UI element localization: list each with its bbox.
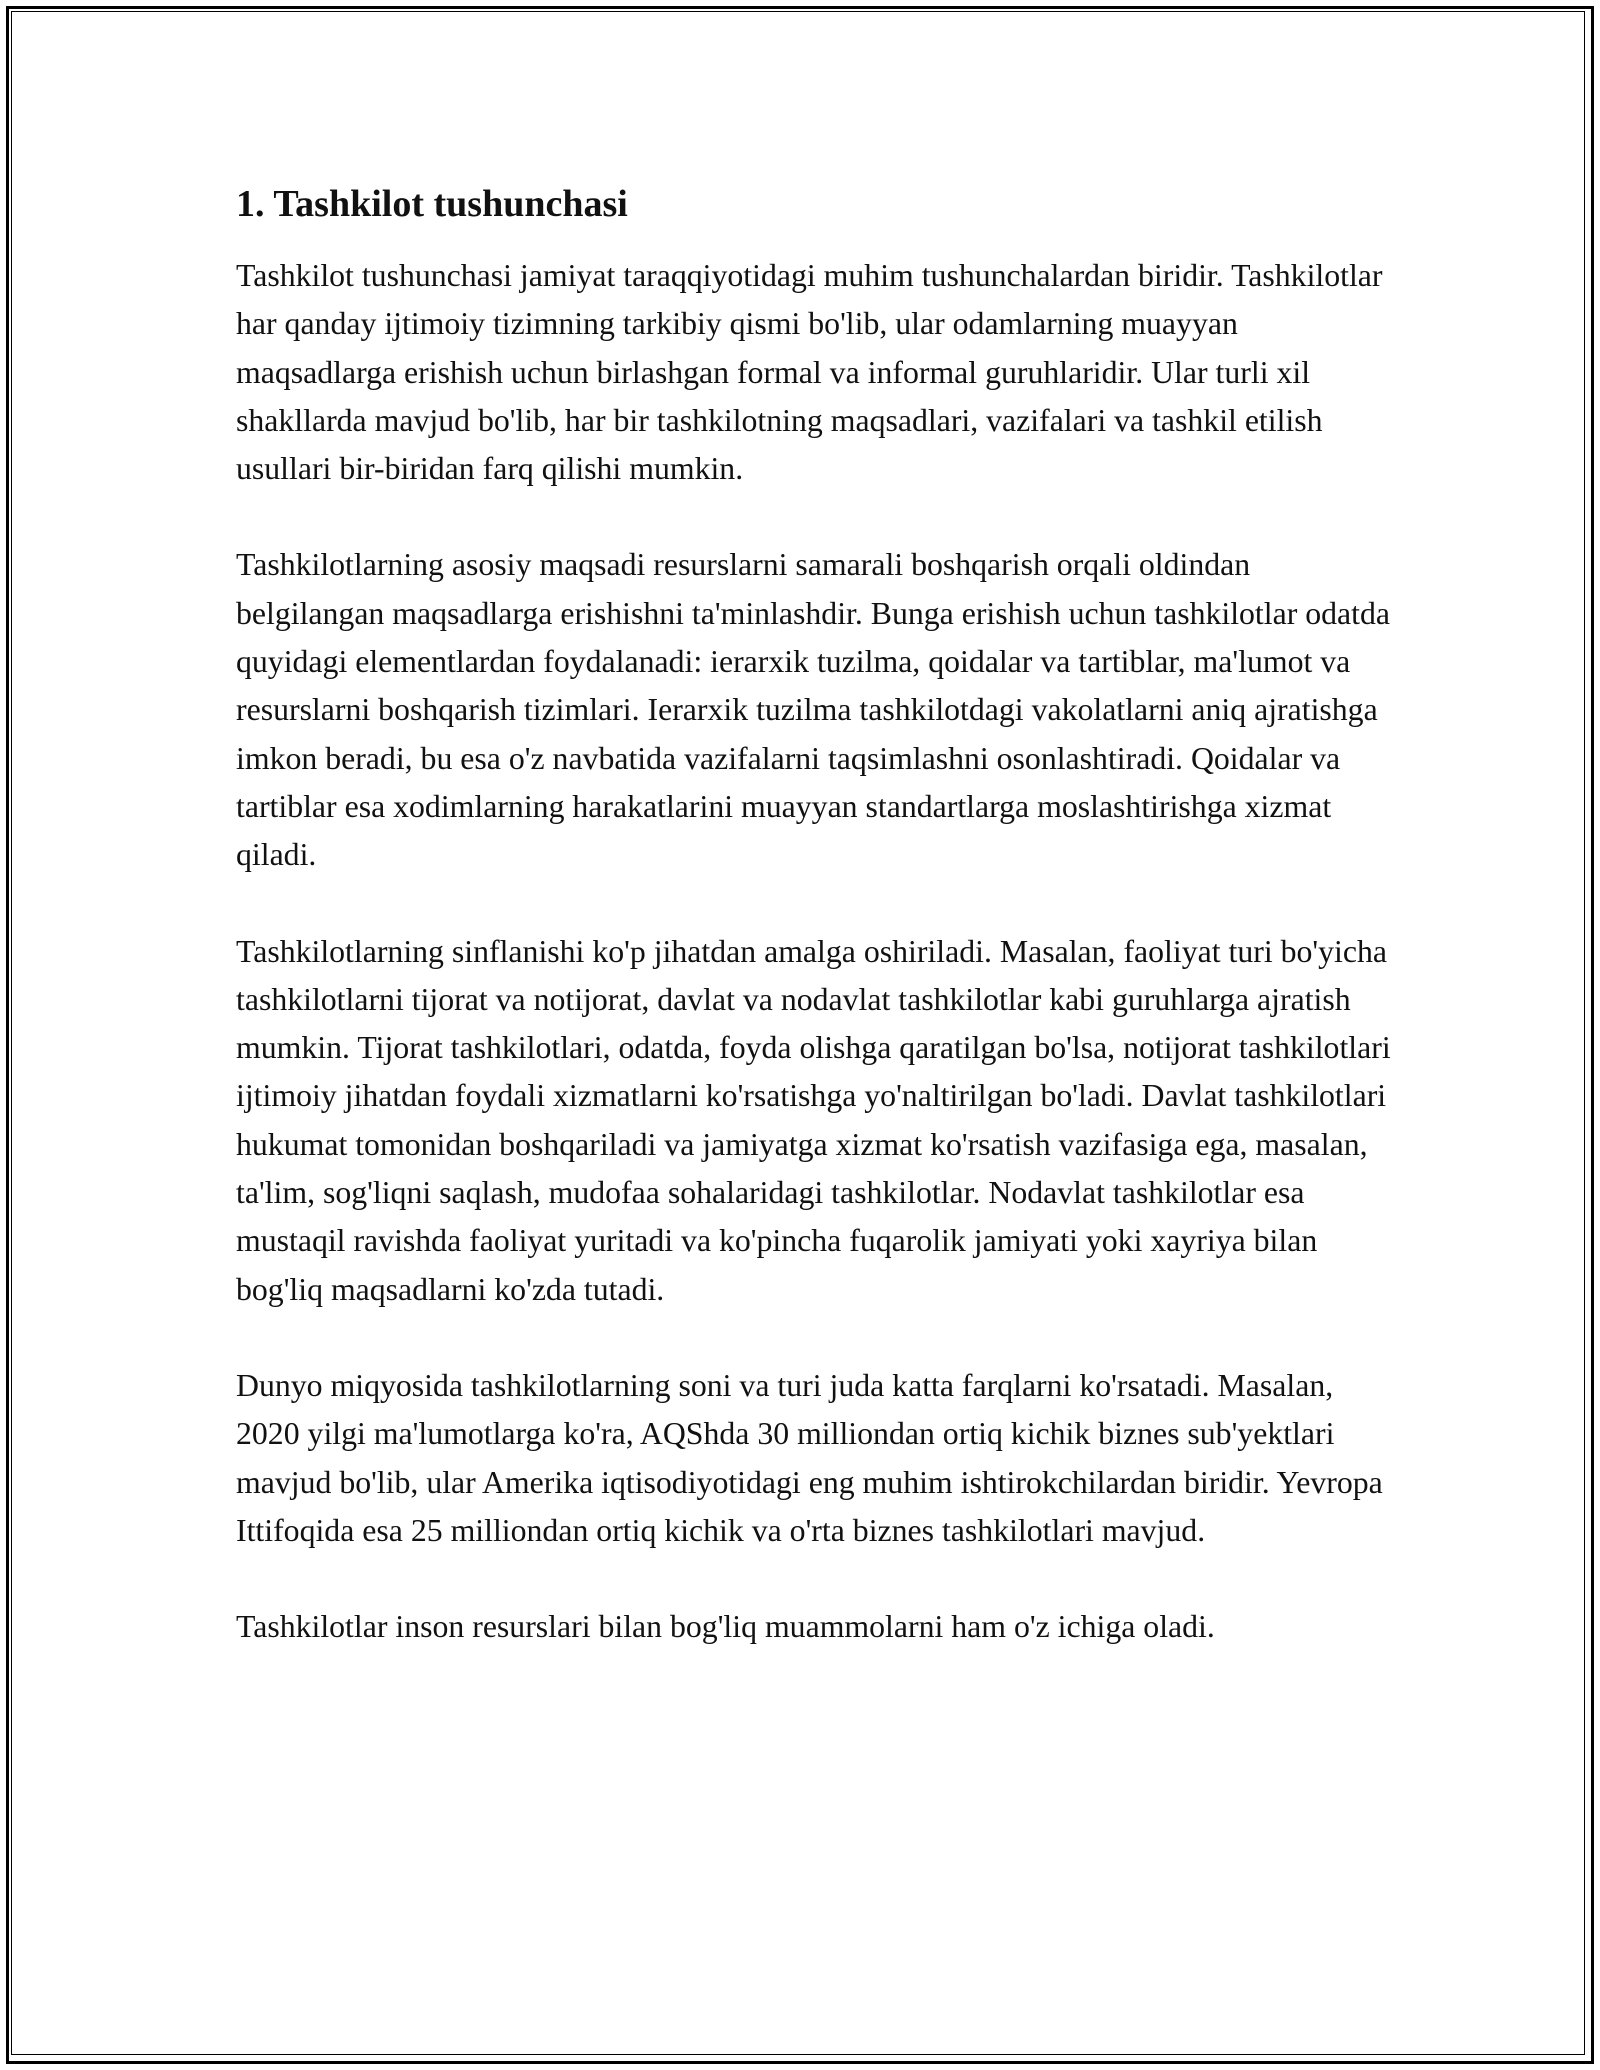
document-body	[236, 180, 1396, 1699]
paragraph-4: Dunyo miqyosida tashkilotlarning soni va turi juda katta farqlarni ko'rsatadi. Masalan, 2020 yilgi ma'lumotlarga ko'ra, AQShda 30 milliondan ortiq kichik biznes sub'yektlari mavjud bo'lib, ular Amerika iqtisodiyotidagi eng muhim ishtirokchilardan biridir. Yevropa Ittifoqida esa 25 milliondan ortiq kichik va o'rta biznes tashkilotlari mavjud.	[236, 1367, 1383, 1548]
paragraph-5: Tashkilotlar inson resurslari bilan bog'liq muammolarni ham o'z ichiga oladi.	[236, 1609, 1215, 1645]
paragraph-1: Tashkilot tushunchasi jamiyat taraqqiyotidagi muhim tushunchalardan biridir. Tashkilotlar har qanday ijtimoiy tizimning tarkibiy qismi bo'lib, ular odamlarning muayyan maqsadlarga erishish uchun birlashgan formal va informal guruhlaridir. Ular turli xil shakllarda mavjud bo'lib, har bir tashkilotning maqsadlari, vazifalari va tashkil etilish usullari bir-biridan farq qilishi mumkin.	[236, 258, 1383, 487]
paragraph-3: Tashkilotlarning sinflanishi ko'p jihatdan amalga oshiriladi. Masalan, faoliyat turi bo'yicha tashkilotlarni tijorat va notijorat, davlat va nodavlat tashkilotlar kabi guruhlarga ajratish mumkin. Tijorat tashkilotlari, odatda, foyda olishga qaratilgan bo'lsa, notijorat tashkilotlari ijtimoiy jihatdan foydali xizmatlarni ko'rsatishga yo'naltirilgan bo'ladi. Davlat tashkilotlari hukumat tomonidan boshqariladi va jamiyatga xizmat ko'rsatish vazifasiga ega, masalan, ta'lim, sog'liqni saqlash, mudofaa sohalaridagi tashkilotlar. Nodavlat tashkilotlar esa mustaqil ravishda faoliyat yuritadi va ko'pincha fuqarolik jamiyati yoki xayriya bilan bog'liq maqsadlarni ko'zda tutadi.	[236, 933, 1391, 1307]
section-heading: 1. Tashkilot tushunchasi	[236, 183, 628, 225]
paragraph-2: Tashkilotlarning asosiy maqsadi resurslarni samarali boshqarish orqali oldindan belgilangan maqsadlarga erishishni ta'minlashdir. Bunga erishish uchun tashkilotlar odatda quyidagi elementlardan foydalanadi: ierarxik tuzilma, qoidalar va tartiblar, ma'lumot va resurslarni boshqarish tizimlari. Ierarxik tuzilma tashkilotdagi vakolatlarni aniq ajratishga imkon beradi, bu esa o'z navbatida vazifalarni taqsimlashni osonlashtiradi. Qoidalar va tartiblar esa xodimlarning harakatlarini muayyan standartlarga moslashtirishga xizmat qiladi.	[236, 547, 1391, 873]
